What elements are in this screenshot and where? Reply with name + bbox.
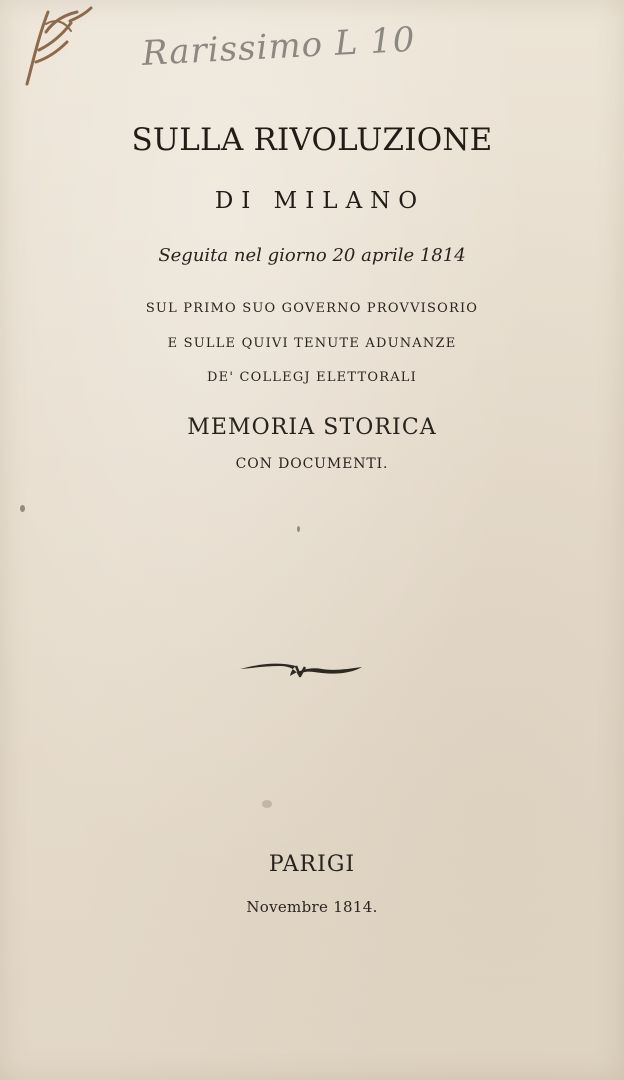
description-line-2: E SULLE QUIVI TENUTE ADUNANZE <box>167 336 457 351</box>
publication-place: PARIGI <box>268 852 356 877</box>
description-line-3: DE' COLLEGJ ELETTORALI <box>207 370 417 385</box>
description-line-1: SUL PRIMO SUO GOVERNO PROVVISORIO <box>145 301 479 316</box>
publication-date: Novembre 1814. <box>246 898 378 916</box>
work-type-heading: MEMORIA STORICA <box>187 415 437 440</box>
paper-speck-icon <box>20 505 25 512</box>
paper-stain-icon <box>262 800 272 808</box>
decorative-rule-icon <box>238 654 364 680</box>
event-date-line: Seguita nel giorno 20 aprile 1814 <box>158 245 466 266</box>
documents-note: CON DOCUMENTI. <box>235 456 389 472</box>
paper-speck-icon <box>297 526 300 532</box>
page-title: SULLA RIVOLUZIONE <box>131 122 493 158</box>
handwritten-mark-icon <box>13 4 95 92</box>
page-subtitle: DI MILANO <box>214 188 426 214</box>
handwritten-price-note: Rarissimo L 10 <box>140 19 417 74</box>
